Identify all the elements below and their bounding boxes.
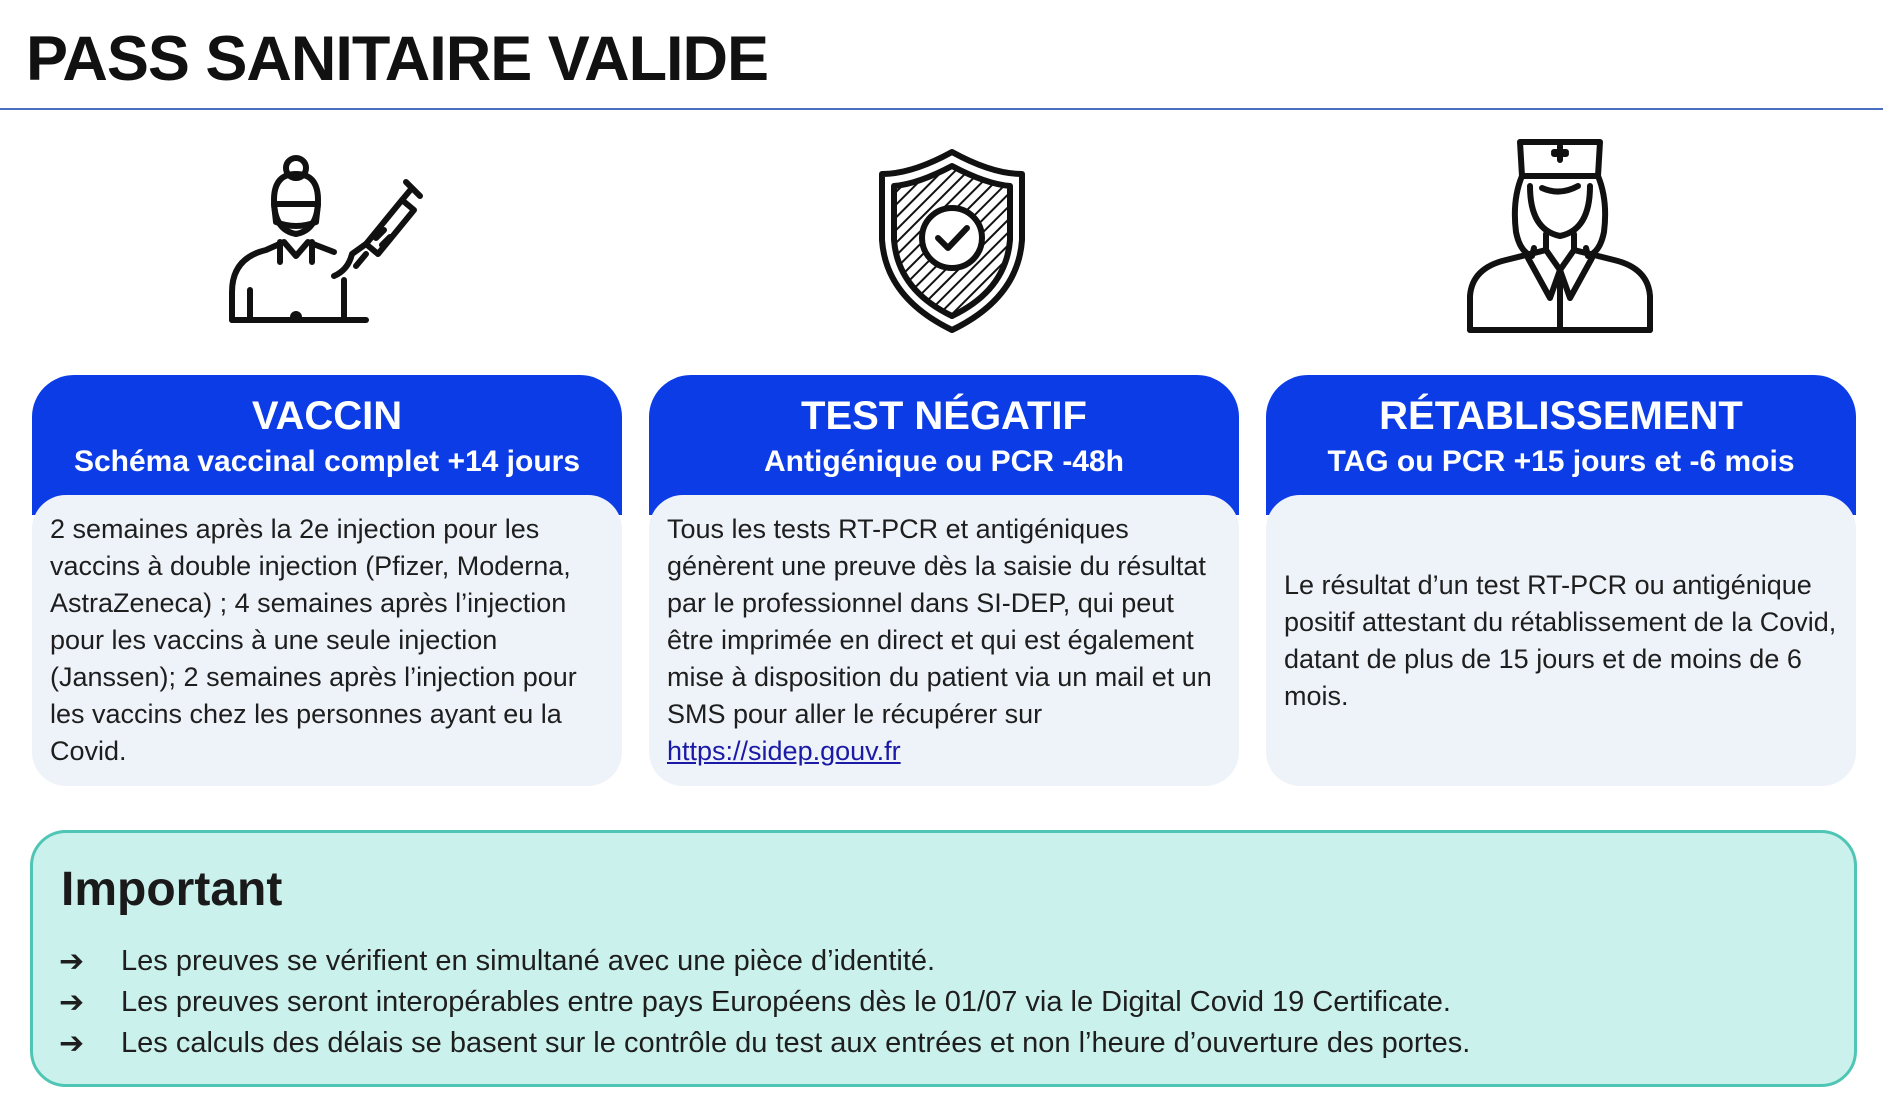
sidep-link[interactable]: https://sidep.gouv.fr (667, 736, 901, 766)
card-body-paragraph (667, 511, 1223, 770)
card-body (32, 495, 622, 786)
card-retablissement (1266, 375, 1856, 786)
card-test-negatif (649, 375, 1239, 786)
card-title: TEST NÉGATIF (801, 394, 1087, 438)
title-divider (0, 108, 1883, 110)
list-item-text: Les preuves seront interopérables entre pays Européens dès le 01/07 via le Digital Covid 19 Certificate. (121, 986, 1451, 1018)
card-subtitle: Antigénique ou PCR -48h (764, 445, 1124, 478)
arrow-right-icon: ➔ (59, 1027, 85, 1060)
card-header (649, 375, 1239, 515)
important-note (30, 830, 1857, 1087)
card-subtitle: Schéma vaccinal complet +14 jours (73, 445, 581, 478)
list-item (59, 982, 1834, 1023)
page-title: PASS SANITAIRE VALIDE (26, 24, 769, 94)
card-header (1266, 375, 1856, 515)
arrow-right-icon: ➔ (59, 986, 85, 1019)
list-item (59, 941, 1834, 982)
nurse-icon (1450, 130, 1670, 350)
card-body (1266, 495, 1856, 786)
card-body-text: Le résultat d’un test RT-PCR ou antigénique positif attestant du rétablissement de la Covid, datant de plus de 15 jours et de moins de 6 mois. (1284, 569, 1837, 711)
card-title: RÉTABLISSEMENT (1379, 394, 1743, 438)
card-vaccin (32, 375, 622, 786)
card-title: VACCIN (251, 394, 403, 438)
list-item-text: Les preuves se vérifient en simultané avec une pièce d’identité. (121, 945, 936, 977)
card-body-text: Tous les tests RT-PCR et antigéniques génèrent une preuve dès la saisie du résultat par le professionnel dans SI-DEP, qui peut être imprimée en direct et qui est également mise à disposition du patient via un mail et un SMS pour aller le récupérer sur (667, 514, 1212, 729)
card-subtitle: TAG ou PCR +15 jours et -6 mois (1327, 445, 1795, 478)
arrow-right-icon: ➔ (59, 945, 85, 978)
nurse-with-syringe-icon (216, 130, 436, 350)
list-item-text: Les calculs des délais se basent sur le contrôle du test aux entrées et non l’heure d’ouverture des portes. (121, 1027, 1471, 1059)
list-item (59, 1023, 1834, 1064)
important-title: Important (61, 863, 283, 916)
card-header (32, 375, 622, 515)
shield-check-icon (842, 130, 1062, 350)
important-list (59, 941, 1834, 1064)
card-body-text: 2 semaines après la 2e injection pour les vaccins à double injection (Pfizer, Moderna, AstraZeneca) ; 4 semaines après l’injection pour les vaccins à une seule injection (Janssen); 2 semaines après l’injection pour les vaccins chez les personnes ayant eu la Covid. (50, 514, 577, 766)
card-body (649, 495, 1239, 786)
